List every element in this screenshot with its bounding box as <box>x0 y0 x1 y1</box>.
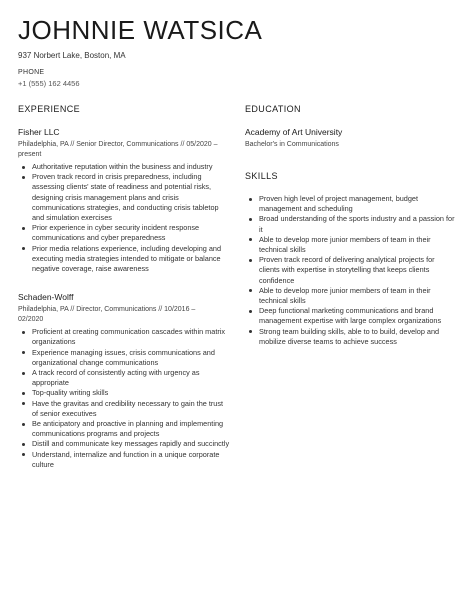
bullet-item <box>18 388 230 398</box>
education-degree: Bachelor's in Communications <box>245 141 339 148</box>
job-meta-line: present <box>18 151 42 158</box>
bullet-dot-icon <box>249 289 252 292</box>
education-heading: EDUCATION <box>245 104 301 114</box>
skills-list <box>245 194 457 347</box>
bullet-dot-icon <box>22 351 25 354</box>
skill-text: Proven track record of delivering analytical projects for clients with expertise in storytelling that keeps clients confidence <box>259 255 435 285</box>
bullet-item <box>18 172 230 223</box>
bullet-text: A track record of consistently acting with urgency as appropriate <box>32 368 200 388</box>
skill-item <box>245 255 457 286</box>
skills-heading: SKILLS <box>245 171 278 181</box>
bullet-dot-icon <box>22 247 25 250</box>
skill-text: Able to develop more junior members of team in their technical skills <box>259 234 431 255</box>
education-entry <box>245 127 457 150</box>
skill-text: Able to develop more junior members of team in their technical skills <box>259 285 431 306</box>
bullet-text: Understand, internalize and function in a unique corporate culture <box>32 449 220 469</box>
bullet-item <box>18 368 230 388</box>
bullet-item <box>18 450 230 470</box>
bullet-item <box>18 162 230 172</box>
bullet-text: Be anticipatory and proactive in planning and implementing communications programs and projects <box>32 419 224 439</box>
job-company: Fisher LLC <box>18 127 60 137</box>
bullet-dot-icon <box>22 227 25 230</box>
skill-item <box>245 306 457 326</box>
bullet-item <box>18 439 230 449</box>
bullet-dot-icon <box>22 331 25 334</box>
skill-text: Broad understanding of the sports industry and a passion for it <box>259 214 455 234</box>
bullet-dot-icon <box>22 392 25 395</box>
bullet-dot-icon <box>249 330 252 333</box>
experience-column <box>18 103 230 480</box>
bullet-dot-icon <box>249 198 252 201</box>
skill-item <box>245 194 457 214</box>
bullet-dot-icon <box>249 238 252 241</box>
bullet-item <box>18 348 230 368</box>
job-meta-line: Philadelphia, PA // Senior Director, Communications // 05/2020 – <box>18 141 218 148</box>
skill-item <box>245 327 457 347</box>
education-school: Academy of Art University <box>245 127 343 137</box>
bullet-text: Top-quality writing skills <box>32 388 109 398</box>
job-meta <box>18 305 230 325</box>
candidate-name: JOHNNIE WATSICA <box>18 15 263 45</box>
bullet-dot-icon <box>22 423 25 426</box>
job-company: Schaden-Wolff <box>18 292 74 303</box>
bullet-item <box>18 244 230 275</box>
bullet-dot-icon <box>22 443 25 446</box>
bullet-item <box>18 223 230 243</box>
bullet-text: Proficient at creating communication cascades within matrix organizations <box>32 327 226 347</box>
job-bullets <box>18 162 230 274</box>
bullet-text: Distill and communicate key messages rapidly and succinctly <box>32 439 230 449</box>
bullet-text: Proven track record in crisis preparedness, including assessing clients' state of readiness and potential risks, designing crisis management plans and crisis communications strategies, and conducting crisis tabletop and simulation exercises <box>32 172 219 223</box>
job-meta-line: 02/2020 <box>18 316 44 324</box>
skill-text: Proven high level of project management, budget management and scheduling <box>259 194 419 214</box>
bullet-text: Prior experience in cyber security incident response communications and cyber preparedness <box>32 223 200 243</box>
experience-heading: EXPERIENCE <box>18 104 81 114</box>
bullet-text: Authoritative reputation within the business and industry <box>32 162 213 171</box>
bullet-text: Experience managing issues, crisis communications and organizational change communications <box>32 347 215 367</box>
bullet-text: Prior media relations experience, including developing and executing media strategies intended to mitigate or balance negative coverage, raise awareness <box>32 243 222 274</box>
job-entry <box>18 127 230 274</box>
bullet-text: Have the gravitas and credibility necessary to gain the trust of senior executives <box>32 398 224 418</box>
right-column <box>245 103 457 347</box>
bullet-dot-icon <box>22 166 25 169</box>
bullet-dot-icon <box>249 259 252 262</box>
skill-text: Strong team building skills, able to to build, develop and mobilize diverse teams to achieve success <box>259 326 440 346</box>
bullet-dot-icon <box>249 218 252 221</box>
skill-item <box>245 286 457 306</box>
bullet-dot-icon <box>22 453 25 456</box>
bullet-item <box>18 399 230 419</box>
bullet-dot-icon <box>22 372 25 375</box>
skill-item <box>245 214 457 234</box>
job-entry <box>18 292 230 470</box>
job-meta-line: Philadelphia, PA // Director, Communications // 10/2016 – <box>18 306 196 314</box>
skill-text: Deep functional marketing communications and brand management expertise with large complex organizations <box>259 306 442 326</box>
candidate-address: 937 Norbert Lake, Boston, MA <box>18 51 126 60</box>
phone-value: +1 (555) 162 4456 <box>18 79 80 88</box>
job-meta <box>18 140 230 160</box>
job-bullets <box>18 327 230 470</box>
bullet-dot-icon <box>249 310 252 313</box>
skill-item <box>245 235 457 255</box>
bullet-dot-icon <box>22 176 25 179</box>
bullet-dot-icon <box>22 402 25 405</box>
bullet-item <box>18 327 230 347</box>
phone-label: PHONE <box>18 69 45 76</box>
bullet-item <box>18 419 230 439</box>
